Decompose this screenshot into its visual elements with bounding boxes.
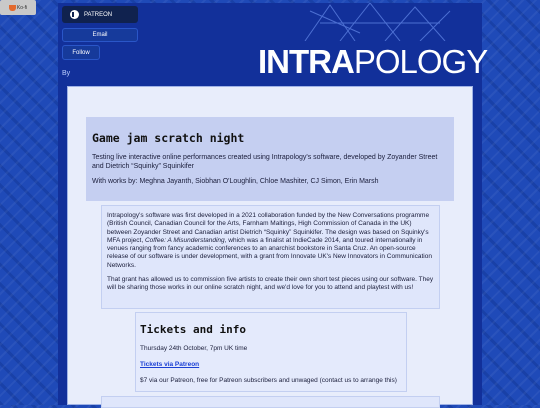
tickets-link[interactable]: Tickets via Patreon	[140, 361, 200, 368]
patreon-icon	[70, 10, 79, 19]
site-banner[interactable]	[258, 42, 488, 80]
about-text-b: , which was a finalist at IndieCade 2014, and toured internationally in venues ranging from fancy academic conferences to an anarchist bookstore in Santa Cruz. An open-source release of our software is under development, with a grant from Innovate UK's New Innovators in Communication Networks.	[107, 236, 432, 269]
tickets-link-row	[140, 361, 402, 369]
patreon-label: PATREON	[84, 11, 113, 18]
byline-label: By	[62, 70, 71, 77]
kofi-label: Ko-fi	[16, 4, 28, 11]
tickets-section	[135, 312, 407, 392]
page-title: Game jam scratch night	[92, 131, 245, 145]
follow-button[interactable]	[62, 45, 100, 60]
coffee-cup-icon	[9, 5, 16, 11]
follow-label: Follow	[72, 49, 90, 56]
logo-thin-text: POLOGY	[353, 42, 488, 80]
about-project-title: Coffee: A Misunderstanding	[144, 236, 225, 244]
about-paragraph-1	[107, 212, 434, 270]
ticket-price: $7 via our Patreon, free for Patreon subscribers and unwaged (contact us to arrange this)	[140, 377, 397, 384]
about-paragraph-2: That grant has allowed us to commission five artists to create their own short test pieces using our software. They will be sharing those works in our online scratch night, and we'd love for you to attend and playtest with us!	[107, 276, 434, 292]
hero-works-by: With works by: Meghna Jayanth, Siobhan O'Loughlin, Chloe Mashiter, CJ Simon, Erin Marsh	[92, 178, 379, 185]
site-logo	[258, 42, 488, 80]
kofi-button[interactable]	[0, 0, 36, 15]
email-button[interactable]	[62, 28, 138, 42]
hero-description: Testing live interactive online performances created using Intrapology's software, developed by Zoyander Street and Dietrich “Squinky” Squinkifer	[92, 154, 438, 170]
email-label: Email	[92, 32, 108, 38]
about-section	[101, 205, 440, 309]
hero-section	[86, 117, 454, 201]
logo-bold-text: INTRA	[258, 42, 354, 80]
next-section	[101, 396, 440, 408]
banner-decoration	[300, 3, 460, 41]
tickets-heading: Tickets and info	[140, 323, 246, 336]
event-date: Thursday 24th October, 7pm UK time	[140, 345, 248, 352]
patreon-button[interactable]	[62, 6, 138, 23]
about-text-a: Intrapology's software was first developed in a 2021 collaboration funded by the New Conversations programme (British Council, Canadian Council for the Arts, Farnham Maltings, High Commission of Canada in the UK) between Zoyander Street and Canadian artist Dietrich “Squinky” Squinkifer. The design was based on Squinky's MFA project,	[107, 212, 430, 244]
